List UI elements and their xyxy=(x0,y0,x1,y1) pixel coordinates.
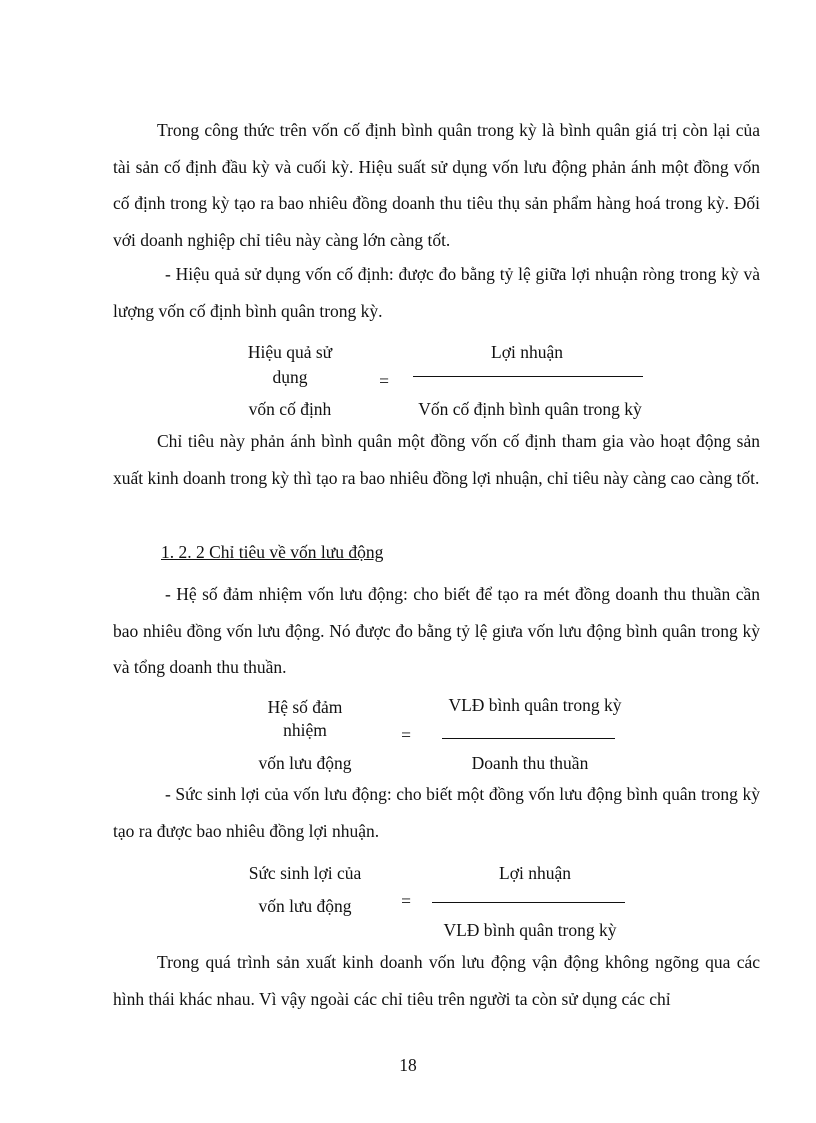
formula-left-line: dụng xyxy=(272,367,308,387)
fraction-bar xyxy=(413,376,643,377)
formula-left-line: nhiệm xyxy=(283,720,327,740)
formula-left-line: Hệ số đảm xyxy=(267,697,343,717)
formula-denominator: VLĐ bình quân trong kỳ xyxy=(443,920,617,940)
fraction-bar xyxy=(432,902,625,903)
paragraph-profitability: - Sức sinh lợi của vốn lưu động: cho biết một đồng vốn lưu động bình quân trong kỳ tạo ra được bao nhiêu đồng lợi nhuận. xyxy=(113,784,760,841)
section-heading: 1. 2. 2 Chỉ tiêu về vốn lưu động xyxy=(161,542,384,562)
formula-numerator: Lợi nhuận xyxy=(499,863,571,883)
page-number: 18 xyxy=(399,1055,417,1075)
fraction-bar xyxy=(442,738,615,739)
equals-sign: = xyxy=(379,371,389,391)
paragraph-working-capital-movement: Trong quá trình sản xuất kinh doanh vốn lưu động vận động không ngõng qua các hình thái khác nhau. Vì vậy ngoài các chỉ tiêu trên người ta còn sử dụng các chỉ xyxy=(113,952,760,1009)
paragraph-fixed-capital-average: Trong công thức trên vốn cố định bình quân trong kỳ là bình quân giá trị còn lại của tài sản cố định đầu kỳ và cuối kỳ. Hiệu suất sử dụng vốn lưu động phản ánh một đồng vốn cố định trong kỳ tạo ra bao nhiêu đồng doanh thu tiêu thụ sản phẩm hàng hoá trong kỳ. Đối với doanh nghiệp chỉ tiêu này càng lớn càng tốt. xyxy=(113,120,760,250)
formula-left-line: vốn cố định xyxy=(248,399,332,419)
formula-left-line: Sức sinh lợi của xyxy=(248,863,362,883)
formula-denominator: Doanh thu thuần xyxy=(471,753,589,773)
formula-numerator: VLĐ bình quân trong kỳ xyxy=(448,695,622,715)
paragraph-fixed-capital-efficiency: - Hiệu quả sử dụng vốn cố định: được đo bằng tỷ lệ giữa lợi nhuận ròng trong kỳ và lượng vốn cố định bình quân trong kỳ. xyxy=(113,264,760,321)
paragraph-indicator-meaning: Chỉ tiêu này phản ánh bình quân một đồng vốn cố định tham gia vào hoạt động sản xuất kinh doanh trong kỳ thì tạo ra bao nhiêu đồng lợi nhuận, chỉ tiêu này càng cao càng tốt. xyxy=(113,431,760,488)
formula-left-line: vốn lưu động xyxy=(258,896,352,916)
formula-left-line: Hiệu quả sử xyxy=(247,342,333,362)
formula-numerator: Lợi nhuận xyxy=(491,342,563,362)
equals-sign: = xyxy=(401,725,411,745)
equals-sign: = xyxy=(401,891,411,911)
paragraph-working-capital-coefficient: - Hệ số đảm nhiệm vốn lưu động: cho biết để tạo ra mét đồng doanh thu thuần cần bao nhiêu đồng vốn lưu động. Nó được đo bằng tỷ lệ giưa vốn lưu động bình quân trong kỳ và tổng doanh thu thuần. xyxy=(113,584,760,677)
formula-denominator: Vốn cố định bình quân trong kỳ xyxy=(418,399,642,419)
formula-left-line: vốn lưu động xyxy=(258,753,352,773)
